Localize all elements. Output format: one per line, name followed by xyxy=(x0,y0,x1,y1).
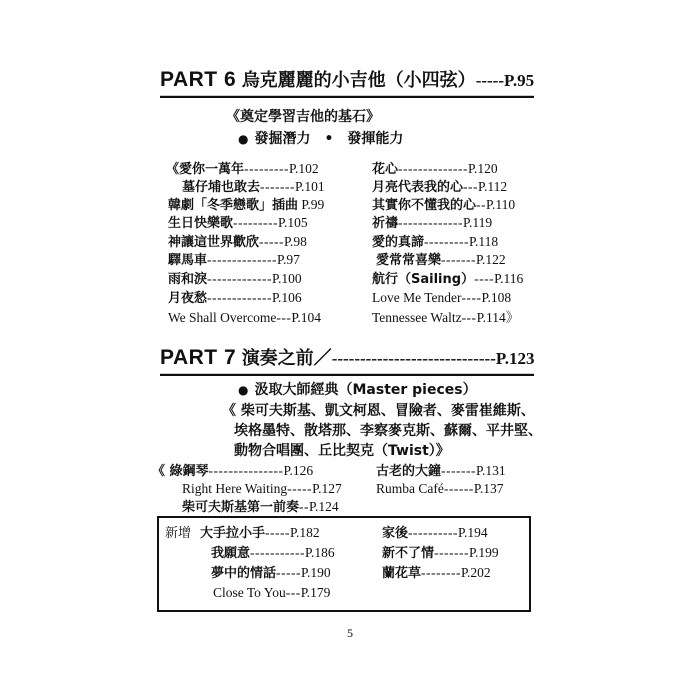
entry-title: 驛馬車 xyxy=(168,253,208,268)
part6-bullet-line xyxy=(238,128,403,148)
entry-title: 大手拉小手 xyxy=(200,526,266,541)
entry-title: 新不了情 xyxy=(382,546,435,561)
part6-page: P.95 xyxy=(504,71,535,90)
entry-title: 生日快樂歌 xyxy=(168,216,234,231)
entry-title: Love Me Tender xyxy=(372,290,462,305)
entry-page: P.116 xyxy=(494,271,524,286)
entry-page: P.99 xyxy=(301,197,325,212)
entry-leader: --------- xyxy=(233,215,278,230)
entry-page: P.122 xyxy=(476,252,506,267)
toc-entry xyxy=(168,214,308,233)
toc-entry xyxy=(182,498,339,517)
part7-dashes: ----------------------------- xyxy=(331,349,496,368)
toc-entry xyxy=(211,564,331,583)
entry-page: P.108 xyxy=(481,290,512,305)
toc-entry xyxy=(372,289,511,307)
entry-page: P.131 xyxy=(476,463,506,478)
toc-entry xyxy=(372,178,507,197)
entry-leader: -- xyxy=(299,499,310,514)
toc-entry xyxy=(376,462,506,481)
entry-leader: ------- xyxy=(441,252,476,267)
entry-leader: ----- xyxy=(276,565,301,580)
entry-title: 其實你不懂我的心 xyxy=(372,198,477,213)
part7-page: P.123 xyxy=(495,349,535,368)
entry-leader: ----- xyxy=(265,525,290,540)
entry-page: P.120 xyxy=(467,161,498,176)
entry-title: 月亮代表我的心 xyxy=(372,180,464,195)
entry-leader: ------------- xyxy=(207,271,272,286)
part7-bullet-line xyxy=(238,379,477,399)
new-label-text: 新增 xyxy=(165,526,192,541)
entry-page: P.112 xyxy=(478,179,508,194)
toc-entry xyxy=(382,564,491,583)
entry-leader: -------- xyxy=(421,565,461,580)
entry-leader: ---- xyxy=(474,271,495,286)
entry-page: P.186 xyxy=(304,545,335,560)
entry-leader: --------- xyxy=(424,234,469,249)
entry-leader: ----- xyxy=(259,234,284,249)
entry-title: Tennessee Waltz xyxy=(372,310,462,325)
entry-title: 神讓這世界歡欣 xyxy=(168,235,260,250)
part7-title: 演奏之前／ xyxy=(241,348,332,369)
entry-page: P.119 xyxy=(462,215,493,230)
entry-leader: ------- xyxy=(260,179,295,194)
toc-entry xyxy=(372,196,515,215)
entry-leader: --- xyxy=(276,310,292,325)
bullet-icon: ● xyxy=(238,132,249,146)
entry-title: 愛常常喜樂 xyxy=(376,253,442,268)
entry-leader: --- xyxy=(285,585,301,600)
entry-title: 韓劇「冬季戀歌」插曲 xyxy=(168,198,299,213)
toc-entry xyxy=(168,251,300,270)
entry-leader: --- xyxy=(463,179,479,194)
entry-title: 《愛你一萬年 xyxy=(166,162,245,177)
entry-page: P.106 xyxy=(271,290,302,305)
bullet-icon: ● xyxy=(238,383,249,397)
toc-entry xyxy=(166,160,319,179)
toc-entry xyxy=(376,251,506,270)
toc-entry xyxy=(213,584,330,602)
entry-title: We Shall Overcome xyxy=(168,310,277,325)
part7-lineup-line: 埃格墨特、散塔那、李察麥克斯、蘇爾、平井堅、 xyxy=(234,423,542,439)
entry-leader: --- xyxy=(461,310,477,325)
toc-entry xyxy=(382,544,499,563)
entry-title: Rumba Café xyxy=(376,481,444,496)
entry-leader: ------------- xyxy=(207,290,272,305)
entry-title: 夢中的情話 xyxy=(211,566,277,581)
entry-title: 家後 xyxy=(382,526,409,541)
part6-bullet-text: 發掘潛力 • 發揮能力 xyxy=(254,131,404,147)
toc-entry xyxy=(182,480,342,498)
entry-title: 《 綠鋼琴 xyxy=(152,464,209,479)
toc-entry xyxy=(168,196,324,215)
entry-page: P.105 xyxy=(277,215,308,230)
part6-label: PART 6 xyxy=(160,68,237,91)
entry-leader: -- xyxy=(476,197,487,212)
entry-leader: ------ xyxy=(443,481,474,496)
entry-leader: ---- xyxy=(461,290,482,305)
entry-page: P.190 xyxy=(301,565,331,580)
entry-leader: ----- xyxy=(287,481,313,496)
part6-dashes: ----- xyxy=(475,71,504,90)
entry-page: P.202 xyxy=(460,565,491,580)
toc-entry xyxy=(182,178,325,197)
toc-entry xyxy=(168,289,302,308)
entry-title: 墓仔埔也敢去 xyxy=(182,180,261,195)
entry-title: 祈禱 xyxy=(372,216,399,231)
entry-page: P.110 xyxy=(486,197,516,212)
entry-page: P.127 xyxy=(312,481,342,496)
entry-page: P.98 xyxy=(284,234,307,249)
part6-title: 烏克麗麗的小吉他（小四弦） xyxy=(241,70,476,91)
part7-lineup-line: 《 柴可夫斯基、凱文柯恩、冒險者、麥雷崔維斯、 xyxy=(222,403,535,419)
entry-leader: --------- xyxy=(244,161,289,176)
entry-leader: --------------- xyxy=(208,463,284,478)
entry-page: P.104 xyxy=(291,310,322,325)
entry-title: 雨和淚 xyxy=(168,272,208,287)
entry-title: 古老的大鐘 xyxy=(376,464,442,479)
entry-page: P.118 xyxy=(468,234,499,249)
entry-page: P.179 xyxy=(300,585,331,600)
entry-title: Right Here Waiting xyxy=(182,481,288,496)
toc-entry xyxy=(168,270,302,289)
toc-entry xyxy=(168,309,321,327)
entry-title: 柴可夫斯基第一前奏 xyxy=(182,500,300,515)
page-number: 5 xyxy=(347,626,353,640)
entry-page: P.124 xyxy=(309,499,339,514)
entry-page: P.182 xyxy=(290,525,320,540)
entry-leader: ------- xyxy=(441,463,476,478)
entry-title: 我願意 xyxy=(211,546,251,561)
toc-entry xyxy=(372,309,519,327)
entry-page: P.199 xyxy=(469,545,499,560)
entry-title: 愛的真諦 xyxy=(372,235,425,250)
entry-leader: -------------- xyxy=(207,252,277,267)
entry-leader: ---------- xyxy=(408,525,458,540)
entry-leader: ----------- xyxy=(250,545,305,560)
entry-title: Close To You xyxy=(213,585,286,600)
entry-title: 航行（Sailing） xyxy=(372,272,475,287)
entry-page: P.114》 xyxy=(476,310,520,325)
entry-leader: -------------- xyxy=(398,161,468,176)
entry-page: P.194 xyxy=(457,525,488,540)
entry-leader: ------- xyxy=(434,545,469,560)
entry-title: 蘭花草 xyxy=(382,566,422,581)
entry-leader: ------------- xyxy=(398,215,463,230)
toc-entry xyxy=(372,233,498,252)
entry-title: 月夜愁 xyxy=(168,291,208,306)
toc-entry xyxy=(152,462,313,481)
part6-subtitle: 《奠定學習吉他的基石》 xyxy=(226,109,380,125)
entry-page: P.126 xyxy=(283,463,314,478)
toc-entry xyxy=(200,524,320,543)
part6-heading xyxy=(160,66,534,98)
toc-entry xyxy=(372,160,498,179)
entry-page: P.101 xyxy=(295,179,325,194)
toc-entry xyxy=(372,270,523,289)
toc-entry xyxy=(382,524,488,543)
toc-entry xyxy=(376,480,503,498)
entry-page: P.102 xyxy=(288,161,319,176)
new-label xyxy=(165,524,191,543)
toc-entry xyxy=(168,233,307,252)
part7-bullet-text: 汲取大師經典（Master pieces） xyxy=(254,382,477,398)
entry-title: 花心 xyxy=(372,162,399,177)
entry-page: P.97 xyxy=(276,252,300,267)
entry-page: P.100 xyxy=(271,271,302,286)
part7-label: PART 7 xyxy=(160,346,237,369)
part7-lineup-line: 動物合唱團、丘比契克（Twist）》 xyxy=(234,443,450,459)
part7-heading xyxy=(160,344,534,376)
toc-entry xyxy=(372,214,492,233)
entry-page: P.137 xyxy=(473,481,504,496)
toc-entry xyxy=(211,544,335,563)
